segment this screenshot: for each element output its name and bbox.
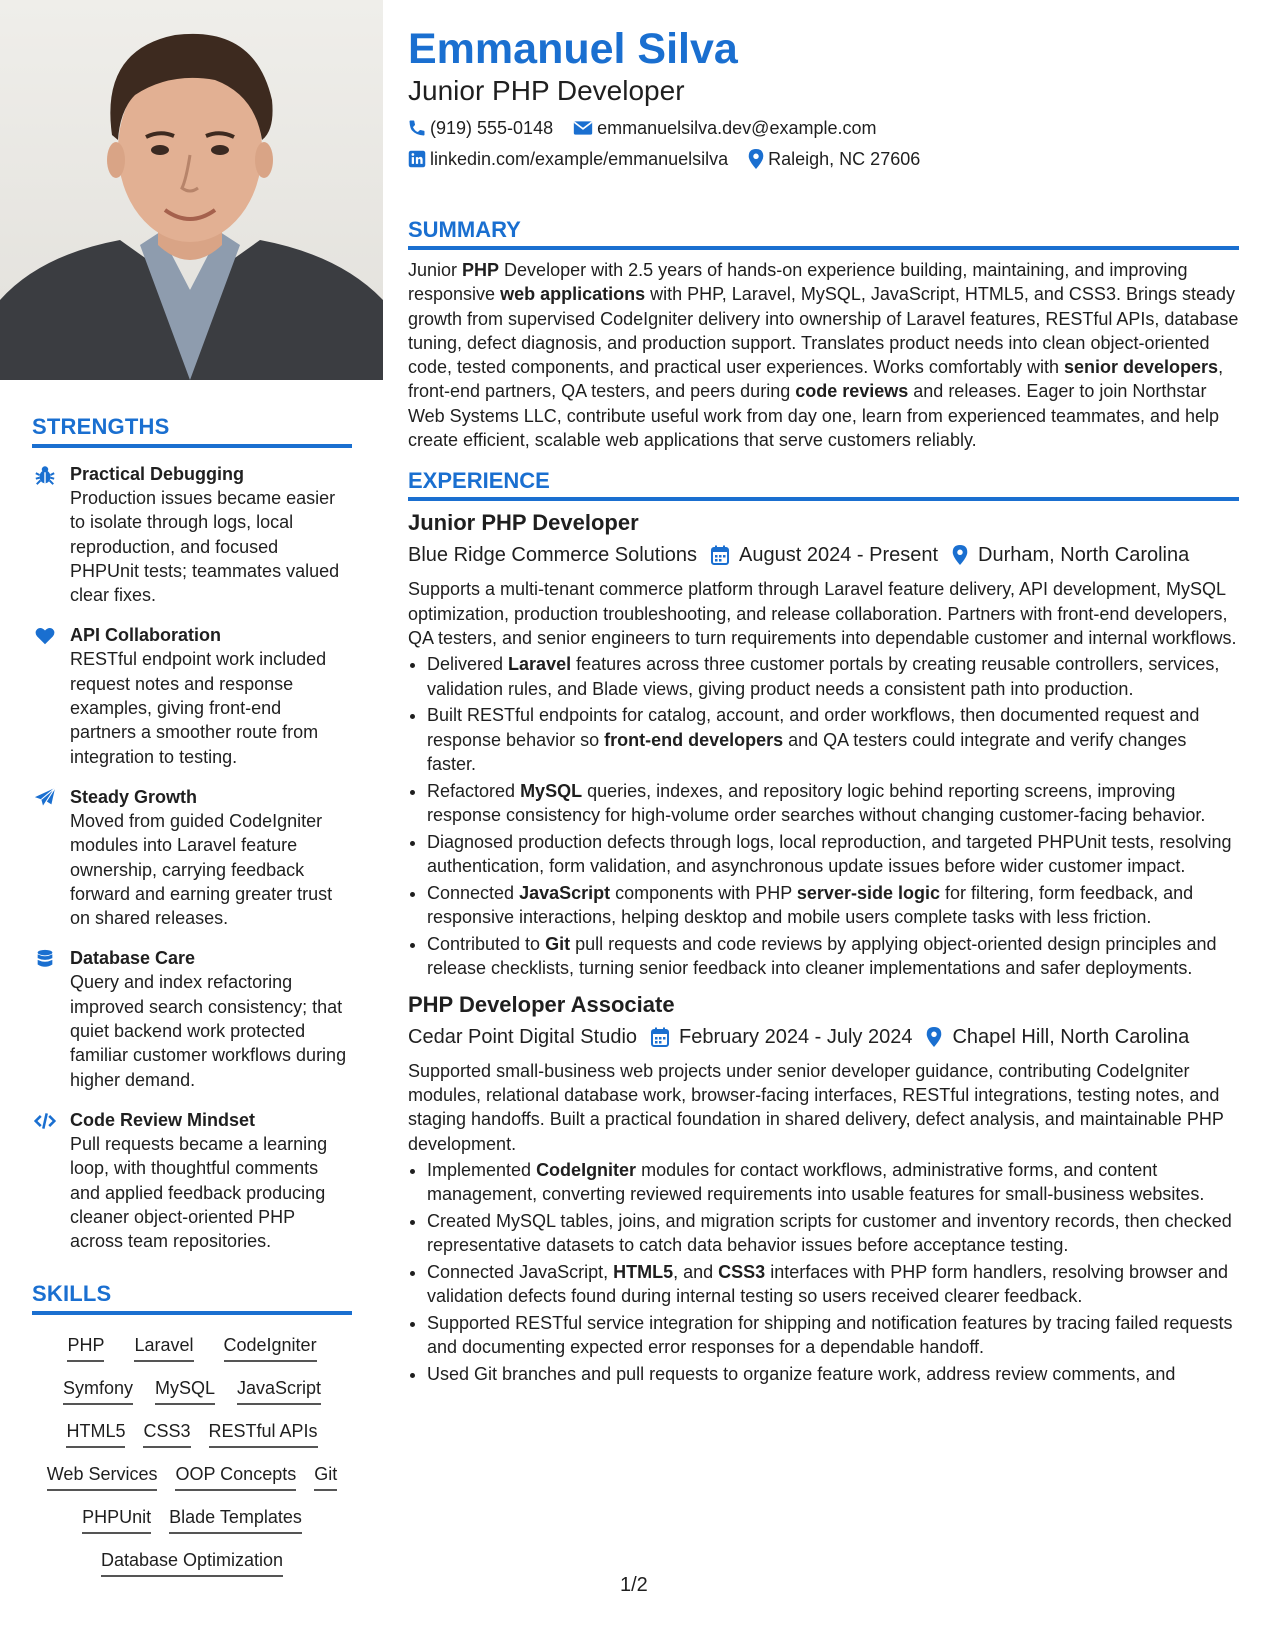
paper-plane-icon bbox=[34, 787, 56, 809]
strength-desc: Query and index refactoring improved search consistency; that quiet backend work protected familiar customer workflows during higher demand. bbox=[70, 972, 347, 1090]
candidate-title: Junior PHP Developer bbox=[408, 75, 685, 106]
contact-row bbox=[408, 116, 1239, 140]
email-text: emmanuelsilva.dev@example.com bbox=[597, 118, 877, 138]
skill-tag: CodeIgniter bbox=[224, 1333, 317, 1362]
calendar-icon-wrap bbox=[651, 1027, 669, 1047]
skill-tag: Symfony bbox=[63, 1376, 133, 1405]
skill-tag: OOP Concepts bbox=[175, 1462, 296, 1491]
map-pin-icon bbox=[748, 149, 764, 169]
job-company: Cedar Point Digital Studio bbox=[408, 1025, 638, 1048]
skills-list bbox=[32, 1333, 352, 1577]
list-item: • Implemented CodeIgniter modules for contact workflows, administrative forms, and content management, converting reviewed requirements into usable features for small-business websites. bbox=[427, 1158, 1239, 1207]
calendar-icon-wrap bbox=[711, 545, 729, 565]
experience-title: EXPERIENCE bbox=[408, 468, 1239, 501]
list-item: • Connected JavaScript, HTML5, and CSS3 interfaces with PHP form handlers, resolving browser and validation defects found during internal testing so users received clearer feedback. bbox=[427, 1260, 1239, 1309]
strength-item bbox=[32, 946, 352, 1091]
job-entry bbox=[408, 991, 1239, 1387]
strength-item bbox=[32, 623, 352, 768]
strength-item bbox=[32, 462, 352, 607]
linkedin-icon bbox=[408, 150, 426, 168]
skill-tag: HTML5 bbox=[66, 1419, 125, 1448]
skill-tag: Web Services bbox=[47, 1462, 158, 1491]
job-bullets bbox=[408, 1158, 1239, 1387]
strength-title: Steady Growth bbox=[70, 786, 198, 807]
skill-tag: PHP bbox=[67, 1333, 104, 1362]
map-pin-icon bbox=[926, 1027, 942, 1047]
strengths-title: STRENGTHS bbox=[32, 414, 352, 448]
skill-tag: Database Optimization bbox=[101, 1548, 283, 1577]
sidebar-content bbox=[32, 414, 352, 1577]
summary-part: and releases. Eager to join Northstar Web Systems LLC, contribute useful work from day one, learn from experienced teammates, and help create efficient, scalable web applications that serve customers reliably. bbox=[408, 381, 1220, 451]
strength-item bbox=[32, 1108, 352, 1253]
code-icon bbox=[34, 1110, 56, 1132]
map-pin-icon-wrap bbox=[952, 545, 968, 565]
summary-part: Developer with 2.5 years of hands-on experience building, maintaining, and improving responsive bbox=[408, 260, 1188, 305]
list-item: • Built RESTful endpoints for catalog, account, and order workflows, then documented request and response behavior so front-end developers and QA testers could integrate and verify changes faster. bbox=[427, 703, 1239, 776]
main-content bbox=[408, 24, 1239, 1389]
list-item: • Diagnosed production defects through logs, local reproduction, and targeted PHPUnit tests, resolving authentication, form validation, and asynchronous update issues before wider customer impact. bbox=[427, 830, 1239, 879]
contact-email[interactable] bbox=[573, 116, 876, 140]
job-role: Junior PHP Developer bbox=[408, 510, 639, 536]
list-item: • Connected JavaScript components with PHP server-side logic for filtering, form feedback, and responsive interactions, helping desktop and mobile users complete tasks with less friction. bbox=[427, 881, 1239, 930]
strength-desc: RESTful endpoint work included request notes and response examples, giving front-end partners a smoother route from integration to testing. bbox=[70, 649, 327, 767]
job-role: PHP Developer Associate bbox=[408, 991, 675, 1017]
job-location: Durham, North Carolina bbox=[978, 544, 1190, 567]
strength-title: Code Review Mindset bbox=[70, 1109, 256, 1130]
job-entry bbox=[408, 509, 1239, 980]
contact-row-2 bbox=[408, 147, 1239, 171]
summary-text bbox=[408, 258, 1239, 452]
skill-tag: MySQL bbox=[155, 1376, 215, 1405]
summary-keyword: code reviews bbox=[795, 381, 909, 402]
job-dates: February 2024 - July 2024 bbox=[679, 1025, 913, 1048]
skill-tag: Laravel bbox=[134, 1333, 193, 1362]
list-item: • Contributed to Git pull requests and code reviews by applying object-oriented design principles and release checklists, turning senior feedback into cleaner implementations and safer deployments. bbox=[427, 932, 1239, 981]
summary-part: with PHP, Laravel, MySQL, JavaScript, HTML5, and CSS3. Brings steady growth from supervised CodeIgniter delivery into ownership of Laravel features, RESTful APIs, database tuning, defect diagnosis, and production support. Translates product needs into clean object-oriented code, tested components, and practical user experiences. Works comfortably with bbox=[408, 284, 1239, 378]
skill-tag: RESTful APIs bbox=[209, 1419, 318, 1448]
summary-keyword: senior developers bbox=[1063, 357, 1219, 378]
candidate-name: Emmanuel Silva bbox=[408, 25, 738, 73]
skill-tag: JavaScript bbox=[237, 1376, 321, 1405]
page-number: 1/2 bbox=[620, 1574, 648, 1596]
job-dates: August 2024 - Present bbox=[739, 544, 939, 567]
strength-desc: Pull requests became a learning loop, with thoughtful comments and applied feedback producing cleaner object-oriented PHP across team repositories. bbox=[70, 1133, 328, 1252]
strength-desc: Moved from guided CodeIgniter modules into Laravel feature ownership, carrying feedback forward and earning greater trust on shared releases. bbox=[70, 810, 333, 929]
map-pin-icon bbox=[952, 545, 968, 565]
job-summary: Supported small-business web projects under senior developer guidance, contributing CodeIgniter modules, relational database work, browser-facing interfaces, RESTful integrations, testing notes, and staging handoffs. Built a practical foundation in shared delivery, defect analysis, and maintainable PHP development. bbox=[408, 1060, 1224, 1154]
strength-title: API Collaboration bbox=[70, 625, 222, 646]
strength-item bbox=[32, 785, 352, 930]
strength-title: Practical Debugging bbox=[70, 464, 245, 484]
bug-icon bbox=[34, 464, 56, 486]
job-company: Blue Ridge Commerce Solutions bbox=[408, 544, 698, 567]
phone-text: (919) 555-0148 bbox=[430, 118, 554, 138]
summary-part: , front-end partners, QA testers, and peers during bbox=[408, 357, 1224, 402]
strengths-list bbox=[32, 462, 352, 1253]
skill-tag: PHPUnit bbox=[82, 1505, 151, 1534]
job-meta bbox=[408, 1023, 1239, 1051]
phone-icon bbox=[408, 119, 426, 137]
list-item: • Refactored MySQL queries, indexes, and repository logic behind reporting screens, improving response consistency for high-volume order searches without changing customer-facing behavior. bbox=[427, 779, 1239, 828]
calendar-icon bbox=[711, 545, 729, 565]
list-item: • Created MySQL tables, joins, and migration scripts for customer and inventory records, then checked representative datasets to catch data behavior issues before acceptance testing. bbox=[427, 1209, 1239, 1258]
job-bullets bbox=[408, 652, 1239, 980]
envelope-icon bbox=[573, 120, 593, 136]
linkedin-text: linkedin.com/example/emmanuelsilva bbox=[430, 149, 729, 169]
strength-desc: Production issues became easier to isolate through logs, local reproduction, and focused PHPUnit tests; teammates valued clear fixes. bbox=[70, 488, 340, 606]
list-item: • Delivered Laravel features across three customer portals by creating reusable controllers, services, validation rules, and Blade views, giving product needs a consistent path into production. bbox=[427, 652, 1239, 701]
map-pin-icon-wrap bbox=[926, 1027, 942, 1047]
job-location: Chapel Hill, North Carolina bbox=[952, 1025, 1190, 1048]
skills-title: SKILLS bbox=[32, 1281, 352, 1315]
summary-part: Junior bbox=[408, 260, 463, 280]
heart-icon bbox=[34, 625, 56, 647]
skill-tag: Git bbox=[314, 1462, 337, 1491]
skill-tag: CSS3 bbox=[143, 1419, 190, 1448]
list-item: • Used Git branches and pull requests to organize feature work, address review comments, and bbox=[427, 1362, 1239, 1386]
summary-keyword: PHP bbox=[462, 260, 500, 280]
strength-title: Database Care bbox=[70, 948, 196, 969]
contact-location bbox=[748, 147, 920, 171]
contact-linkedin[interactable] bbox=[408, 147, 728, 171]
sidebar bbox=[0, 0, 383, 1650]
skill-tag: Blade Templates bbox=[169, 1505, 302, 1534]
database-icon bbox=[34, 948, 56, 970]
calendar-icon bbox=[651, 1027, 669, 1047]
contact-phone[interactable] bbox=[408, 116, 553, 140]
portrait-illustration bbox=[0, 0, 383, 380]
job-summary: Supports a multi-tenant commerce platform through Laravel feature delivery, API development, MySQL optimization, production troubleshooting, and release collaboration. Partners with front-end developers, QA testers, and senior engineers to turn requirements into dependable customer and internal workflows. bbox=[408, 579, 1237, 648]
summary-title: SUMMARY bbox=[408, 217, 1239, 250]
job-meta bbox=[408, 541, 1239, 569]
profile-photo bbox=[0, 0, 383, 380]
list-item: • Supported RESTful service integration for shipping and notification features by tracing failed requests and documenting expected error responses for a dependable handoff. bbox=[427, 1311, 1239, 1360]
location-text: Raleigh, NC 27606 bbox=[768, 149, 921, 169]
summary-keyword: web applications bbox=[500, 284, 646, 305]
